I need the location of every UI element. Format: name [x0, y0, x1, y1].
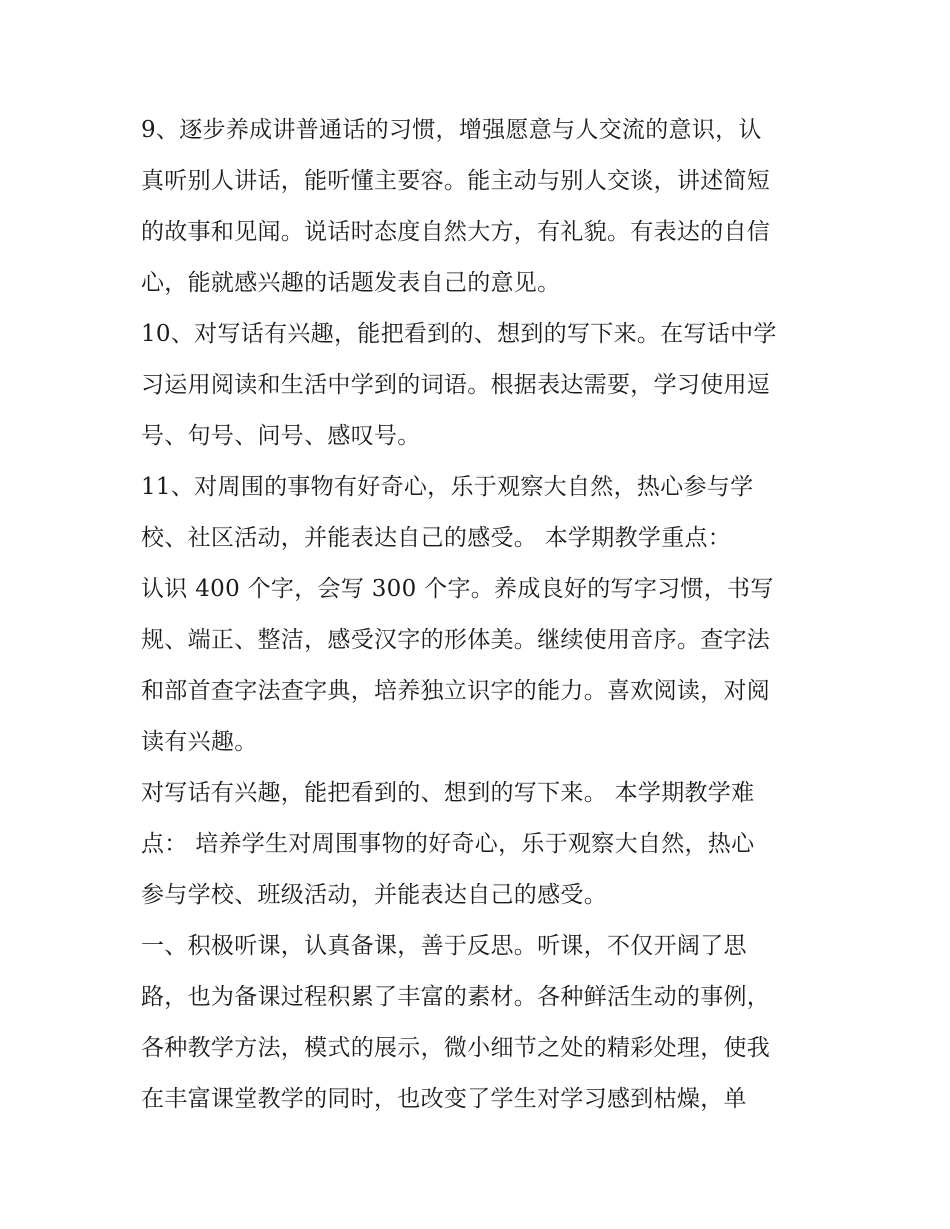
text-line: 11、对周围的事物有好奇心，乐于观察大自然，热心参与学: [141, 474, 754, 500]
text-line: 一、积极听课，认真备课，善于反思。听课，不仅开阔了思: [141, 933, 747, 959]
text-line: 10、对写话有兴趣，能把看到的、想到的写下来。在写话中学: [141, 321, 777, 347]
text-line: 各种教学方法，模式的展示，微小细节之处的精彩处理，使我: [141, 1035, 771, 1061]
text-line: 真听别人讲话，能听懂主要容。能主动与别人交谈，讲述简短: [141, 168, 771, 194]
text-line: 认识 400 个字，会写 300 个字。养成良好的写字习惯，书写: [141, 576, 774, 602]
text-line: 规、端正、整洁，感受汉字的形体美。继续使用音序。查字法: [141, 627, 771, 653]
text-line: 在丰富课堂教学的同时，也改变了学生对学习感到枯燥，单: [141, 1086, 747, 1112]
text-line: 号、句号、问号、感叹号。: [141, 423, 421, 449]
text-line: 9、逐步养成讲普通话的习惯，增强愿意与人交流的意识，认: [141, 117, 762, 143]
text-line: 和部首查字法查字典，培养独立识字的能力。喜欢阅读，对阅: [141, 678, 771, 704]
text-line: 校、社区活动，并能表达自己的感受。 本学期教学重点：: [141, 525, 732, 551]
text-line: 心，能就感兴趣的话题发表自己的意见。: [141, 270, 561, 296]
text-line: 对写话有兴趣，能把看到的、想到的写下来。 本学期教学难: [141, 780, 755, 806]
text-line: 路，也为备课过程积累了丰富的素材。各种鲜活生动的事例，: [141, 984, 771, 1010]
text-line: 点： 培养学生对周围事物的好奇心，乐于观察大自然，热心: [141, 831, 755, 857]
text-line: 习运用阅读和生活中学到的词语。根据表达需要，学习使用逗: [141, 372, 771, 398]
text-line: 参与学校、班级活动，并能表达自己的感受。: [141, 882, 607, 908]
text-line: 的故事和见闻。说话时态度自然大方，有礼貌。有表达的自信: [141, 219, 771, 245]
text-line: 读有兴趣。: [141, 729, 258, 755]
